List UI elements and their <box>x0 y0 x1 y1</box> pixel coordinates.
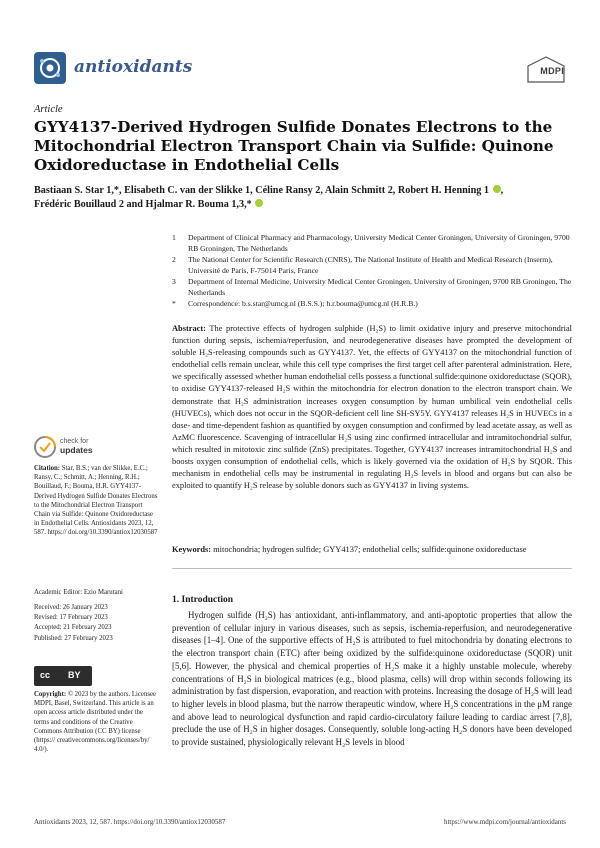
affiliation <box>172 255 572 276</box>
citation-label: Citation: <box>34 465 61 472</box>
correspondence-text: Correspondence: b.s.star@umcg.nl (B.S.S.); h.r.bouma@umcg.nl (H.R.B.) <box>188 299 418 308</box>
by-label: BY <box>68 670 81 680</box>
copyright-block <box>34 690 159 754</box>
copyright-label: Copyright: <box>34 691 67 698</box>
check-label-bottom: updates <box>60 445 93 455</box>
authors-line-2: Frédéric Bouillaud 2 and Hjalmar R. Bouma 1,3,* <box>34 199 252 210</box>
check-for-updates-icon <box>34 436 56 458</box>
section-heading-introduction: 1. Introduction <box>172 595 234 605</box>
date-accepted: Accepted: 21 February 2023 <box>34 624 112 632</box>
affiliation-number: 3 <box>172 277 176 286</box>
abstract <box>172 323 572 492</box>
affiliation-text: Department of Internal Medicine, University Medical Center Groningen, University of Groningen, 9700 RB Groningen, The Netherlands <box>188 277 572 297</box>
cc-label: cc <box>40 670 51 680</box>
article-title: GYY4137-Derived Hydrogen Sulfide Donates Electrons to the Mitochondrial Electron Transport Chain via Sulfide: Quinone Oxidoreductase in Endothelial Cells <box>34 118 554 174</box>
check-label-top: check for <box>60 438 89 445</box>
journal-name: antioxidants <box>74 57 193 77</box>
antioxidants-logo-icon <box>34 52 66 84</box>
keywords-label: Keywords: <box>172 545 212 554</box>
author-list <box>34 184 574 212</box>
author-separator: , <box>500 185 504 196</box>
check-for-updates-badge[interactable] <box>34 436 124 460</box>
citation-block <box>34 464 159 538</box>
publisher-logo: MDPI <box>540 66 564 76</box>
affiliation-number: 1 <box>172 233 176 242</box>
abstract-text: The protective effects of hydrogen sulphide (H₂S) to limit oxidative injury and preserve mitochondrial function during sepsis, ischemia/reperfusion, and neurodegenerative diseases have prompted the development of soluble H₂S-releasing compounds such as GYY4137. Yet, the effects of GYY4137 on the mitochondrial function of endothelial cells remain unclear, while this cell type comprises the first target cell after parenteral administration. Here, we specifically assessed whether human endothelial cells possess a functional sulfide:quinone oxidoreductase (SQOR), to oxidise GYY4137-released H₂S within the mitochondria for electron donation to the electron transport chain. We demonstrate that H₂S administration increases oxygen consumption by human umbilical vein endothelial cells (HUVECs), which does not occur in the SQOR-deficient cell line SH-SY5Y. GYY4137 releases H₂S in HUVECs in a dose- and time-dependent fashion as quantified by oxygen consumption and confirmed by lead acetate assay, as well as AzMC fluorescence. Scavenging of intracellular H₂S using zinc confirmed intracellular and intramitochondrial sulfur, which resulted in mitotoxic zinc sulfide (ZnS) precipitates. Together, GYY4137 increases intramitochondrial H₂S and boosts oxygen consumption of endothelial cells, which is likely governed via the oxidation of H₂S by SQOR. This mechanism in endothelial cells may be instrumental in regulating H₂S levels in blood and organs but can also be exploited to quantify H₂S release by soluble donors such as GYY4137 in living systems. <box>172 324 572 491</box>
affiliation-number: * <box>172 299 176 308</box>
orcid-icon[interactable] <box>493 185 501 193</box>
affiliation <box>172 233 572 254</box>
affiliation-text: Department of Clinical Pharmacy and Pharmacology, University Medical Center Groningen, University of Groningen, 9700 RB Groningen, The Netherlands <box>188 233 570 253</box>
check-for-updates-label <box>60 438 93 454</box>
affiliation-number: 2 <box>172 255 176 264</box>
cc-by-license-icon[interactable] <box>34 666 92 686</box>
abstract-label: Abstract: <box>172 324 206 333</box>
affiliations <box>172 233 572 311</box>
date-published: Published: 27 February 2023 <box>34 634 113 642</box>
keywords <box>172 544 572 556</box>
footer-journal-link[interactable]: https://www.mdpi.com/journal/antioxidants <box>443 818 566 826</box>
article-type: Article <box>34 104 63 115</box>
date-received: Received: 26 January 2023 <box>34 604 108 611</box>
affiliation-text: The National Center for Scientific Research (CNRS), The National Institute of Health and Medical Research (Inserm), Université de Paris, F-75014 Paris, France <box>188 255 553 275</box>
academic-editor: Academic Editor: Ezio Marutani <box>34 589 123 596</box>
introduction-text: Hydrogen sulfide (H₂S) has antioxidant, anti-inflammatory, and anti-apoptotic properties that allow the prevention of cellular injury in various diseases, such as sepsis, ischemia-reperfusion, and neurodegenerative diseases [1–4]. One of the supportive effects of H₂S is attributed to fuel mitochondria by donating electrons to the electron transport chain (ETC) after being oxidized by the sulfide:quinone oxidoreductase (SQOR) unit [5,6]. However, the physical and chemical properties of H₂S make it a highly unstable molecule, whereby concentrations of H₂S in biological matrices (e.g., blood plasma, cells) will drop within seconds following its administration by fast dispersion, evaporation, and reaction with proteins. Increasing the dosage of H₂S will lead to higher levels in blood plasma, but the narrow therapeutic window, where H₂S concentrations in the μM range and above lead to neurological dysfunction and rapid cardio-circulatory failure leading to cardiac arrest [7,8], preclude the use of H₂S in higher dosages. Consequently, soluble long-acting H₂S donors have been developed to provide sustained, physiologically relevant H₂S levels in blood <box>172 610 572 748</box>
date-revised: Revised: 17 February 2023 <box>34 614 108 622</box>
correspondence <box>172 299 572 310</box>
copyright-text: © 2023 by the authors. Licensee MDPI, Basel, Switzerland. This article is an open access article distributed under the terms and conditions of the Creative Commons Attribution (CC BY) license (https:// creativecommons.org/licenses/by/ 4.0/). <box>34 691 157 754</box>
publication-dates <box>34 603 159 644</box>
section-divider <box>172 568 572 569</box>
keywords-text: mitochondria; hydrogen sulfide; GYY4137; endothelial cells; sulfide:quinone oxidoreductase <box>213 545 527 554</box>
citation-text: Star, B.S.; van der Slikke, E.C.; Ransy, C.; Schmitt, A.; Henning, R.H.; Bouillaud, F.; Bouma, H.R. GYY4137-Derived Hydrogen Sulfide Donates Electrons to the Mitochondrial Electron Transport Chain via Sulfide: Quinone Oxidoreductase in Endothelial Cells. Antioxidants 2023, 12, 587. https:// doi.org/10.3390/antiox12030587 <box>34 465 158 537</box>
orcid-icon[interactable] <box>255 199 263 207</box>
authors-line-1: Bastiaan S. Star 1,*, Elisabeth C. van der Slikke 1, Céline Ransy 2, Alain Schmitt 2, Robert H. Henning 1 <box>34 185 490 196</box>
affiliation <box>172 277 572 298</box>
footer-citation[interactable]: Antioxidants 2023, 12, 587. https://doi.org/10.3390/antiox12030587 <box>34 818 226 826</box>
journal-header <box>34 52 566 88</box>
